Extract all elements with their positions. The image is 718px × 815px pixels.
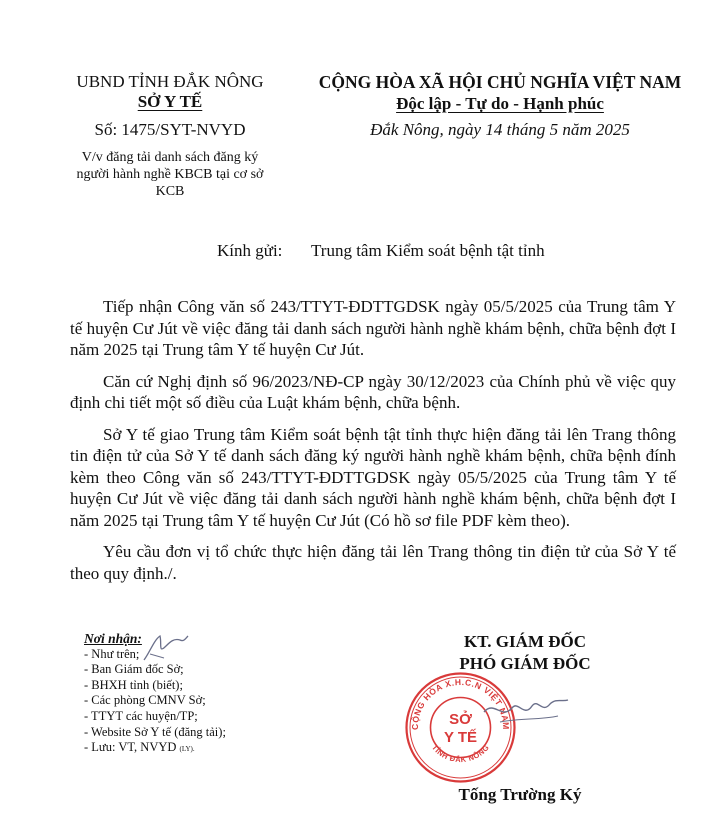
recipient-value: Trung tâm Kiểm soát bệnh tật tỉnh	[311, 241, 545, 260]
document-subject	[60, 149, 280, 200]
signer-name: Tống Trường Ký	[458, 785, 582, 804]
initial-signature	[140, 632, 190, 664]
receivers-title: Nơi nhận:	[84, 631, 142, 646]
stamp-bottom-text: TỈNH ĐẮK NÔNG	[429, 742, 492, 765]
body-paragraph: Tiếp nhận Công văn số 243/TTYT-ĐDTTGDSK ngày 05/5/2025 của Trung tâm Y tế huyện Cư Jút về việc đăng tải danh sách người hành nghề khám bệnh, chữa bệnh đợt I năm 2025 tại Trung tâm Y tế huyện Cư Jút.	[70, 297, 676, 359]
receiver-item: - Như trên;	[84, 646, 140, 661]
document-date: Đắk Nông, ngày 14 tháng 5 năm 2025	[370, 120, 630, 139]
letter-body	[70, 296, 676, 594]
receiver-item-text: - Lưu: VT, NVYD	[84, 740, 177, 755]
receiver-item: - Website Sở Y tế (đăng tải);	[84, 724, 226, 739]
signature-title: KT. GIÁM ĐỐC	[464, 632, 586, 651]
body-paragraph: Căn cứ Nghị định số 96/2023/NĐ-CP ngày 30/12/2023 của Chính phủ về việc quy định chi tiết một số điều của Luật khám bệnh, chữa bệnh.	[70, 371, 676, 412]
receivers-list	[84, 647, 324, 758]
stamp-center-text: Y TẾ	[443, 729, 478, 746]
national-motto: Độc lập - Tự do - Hạnh phúc	[396, 94, 604, 113]
receiver-item: - TTYT các huyện/TP;	[84, 708, 198, 723]
signature-position: PHÓ GIÁM ĐỐC	[459, 654, 591, 673]
receiver-item: - Ban Giám đốc Sở;	[84, 662, 184, 677]
document-number: Số: 1475/SYT-NVYD	[94, 120, 246, 139]
receivers-block	[84, 631, 324, 758]
receiver-item: - Các phòng CMNV Sở;	[84, 693, 206, 708]
handwritten-signature	[480, 690, 570, 730]
stamp-center-text: SỞ	[449, 711, 472, 728]
stamp-ring-text: CỘNG HÒA X.H.C.N VIỆT NAM	[409, 676, 512, 731]
body-paragraph: Yêu cầu đơn vị tổ chức thực hiện đăng tải lên Trang thông tin điện tử của Sở Y tế theo quy định./.	[70, 542, 676, 583]
subject-line: KCB	[155, 184, 185, 199]
body-paragraph: Sở Y tế giao Trung tâm Kiểm soát bệnh tật tỉnh thực hiện đăng tải lên Trang thông tin điện tử của Sở Y tế danh sách đăng ký người hành nghề khám bệnh, chữa bệnh đính kèm theo Công văn số 243/TTYT-ĐDTTGDSK ngày 05/5/2025 của Trung tâm Y tế huyện Cư Jút về việc đăng tải danh sách người hành nghề khám bệnh, chữa bệnh đợt I năm 2025 tại Trung tâm Y tế huyện Cư Jút (Có hồ sơ file PDF kèm theo).	[70, 424, 676, 530]
receiver-initials: (LY).	[179, 745, 195, 754]
recipient-label: Kính gửi:	[217, 241, 283, 260]
national-title: CỘNG HÒA XÃ HỘI CHỦ NGHĨA VIỆT NAM	[318, 72, 682, 92]
receiver-item: - BHXH tỉnh (biết);	[84, 677, 183, 692]
issuing-authority: UBND TỈNH ĐẮK NÔNG	[76, 72, 264, 91]
svg-text:TỈNH ĐẮK NÔNG	[430, 743, 491, 764]
subject-line: người hành nghề KBCB tại cơ sở	[76, 167, 264, 182]
receiver-item	[84, 740, 324, 758]
department-name: SỞ Y TẾ	[137, 92, 203, 111]
subject-line: V/v đăng tải danh sách đăng ký	[81, 150, 259, 165]
